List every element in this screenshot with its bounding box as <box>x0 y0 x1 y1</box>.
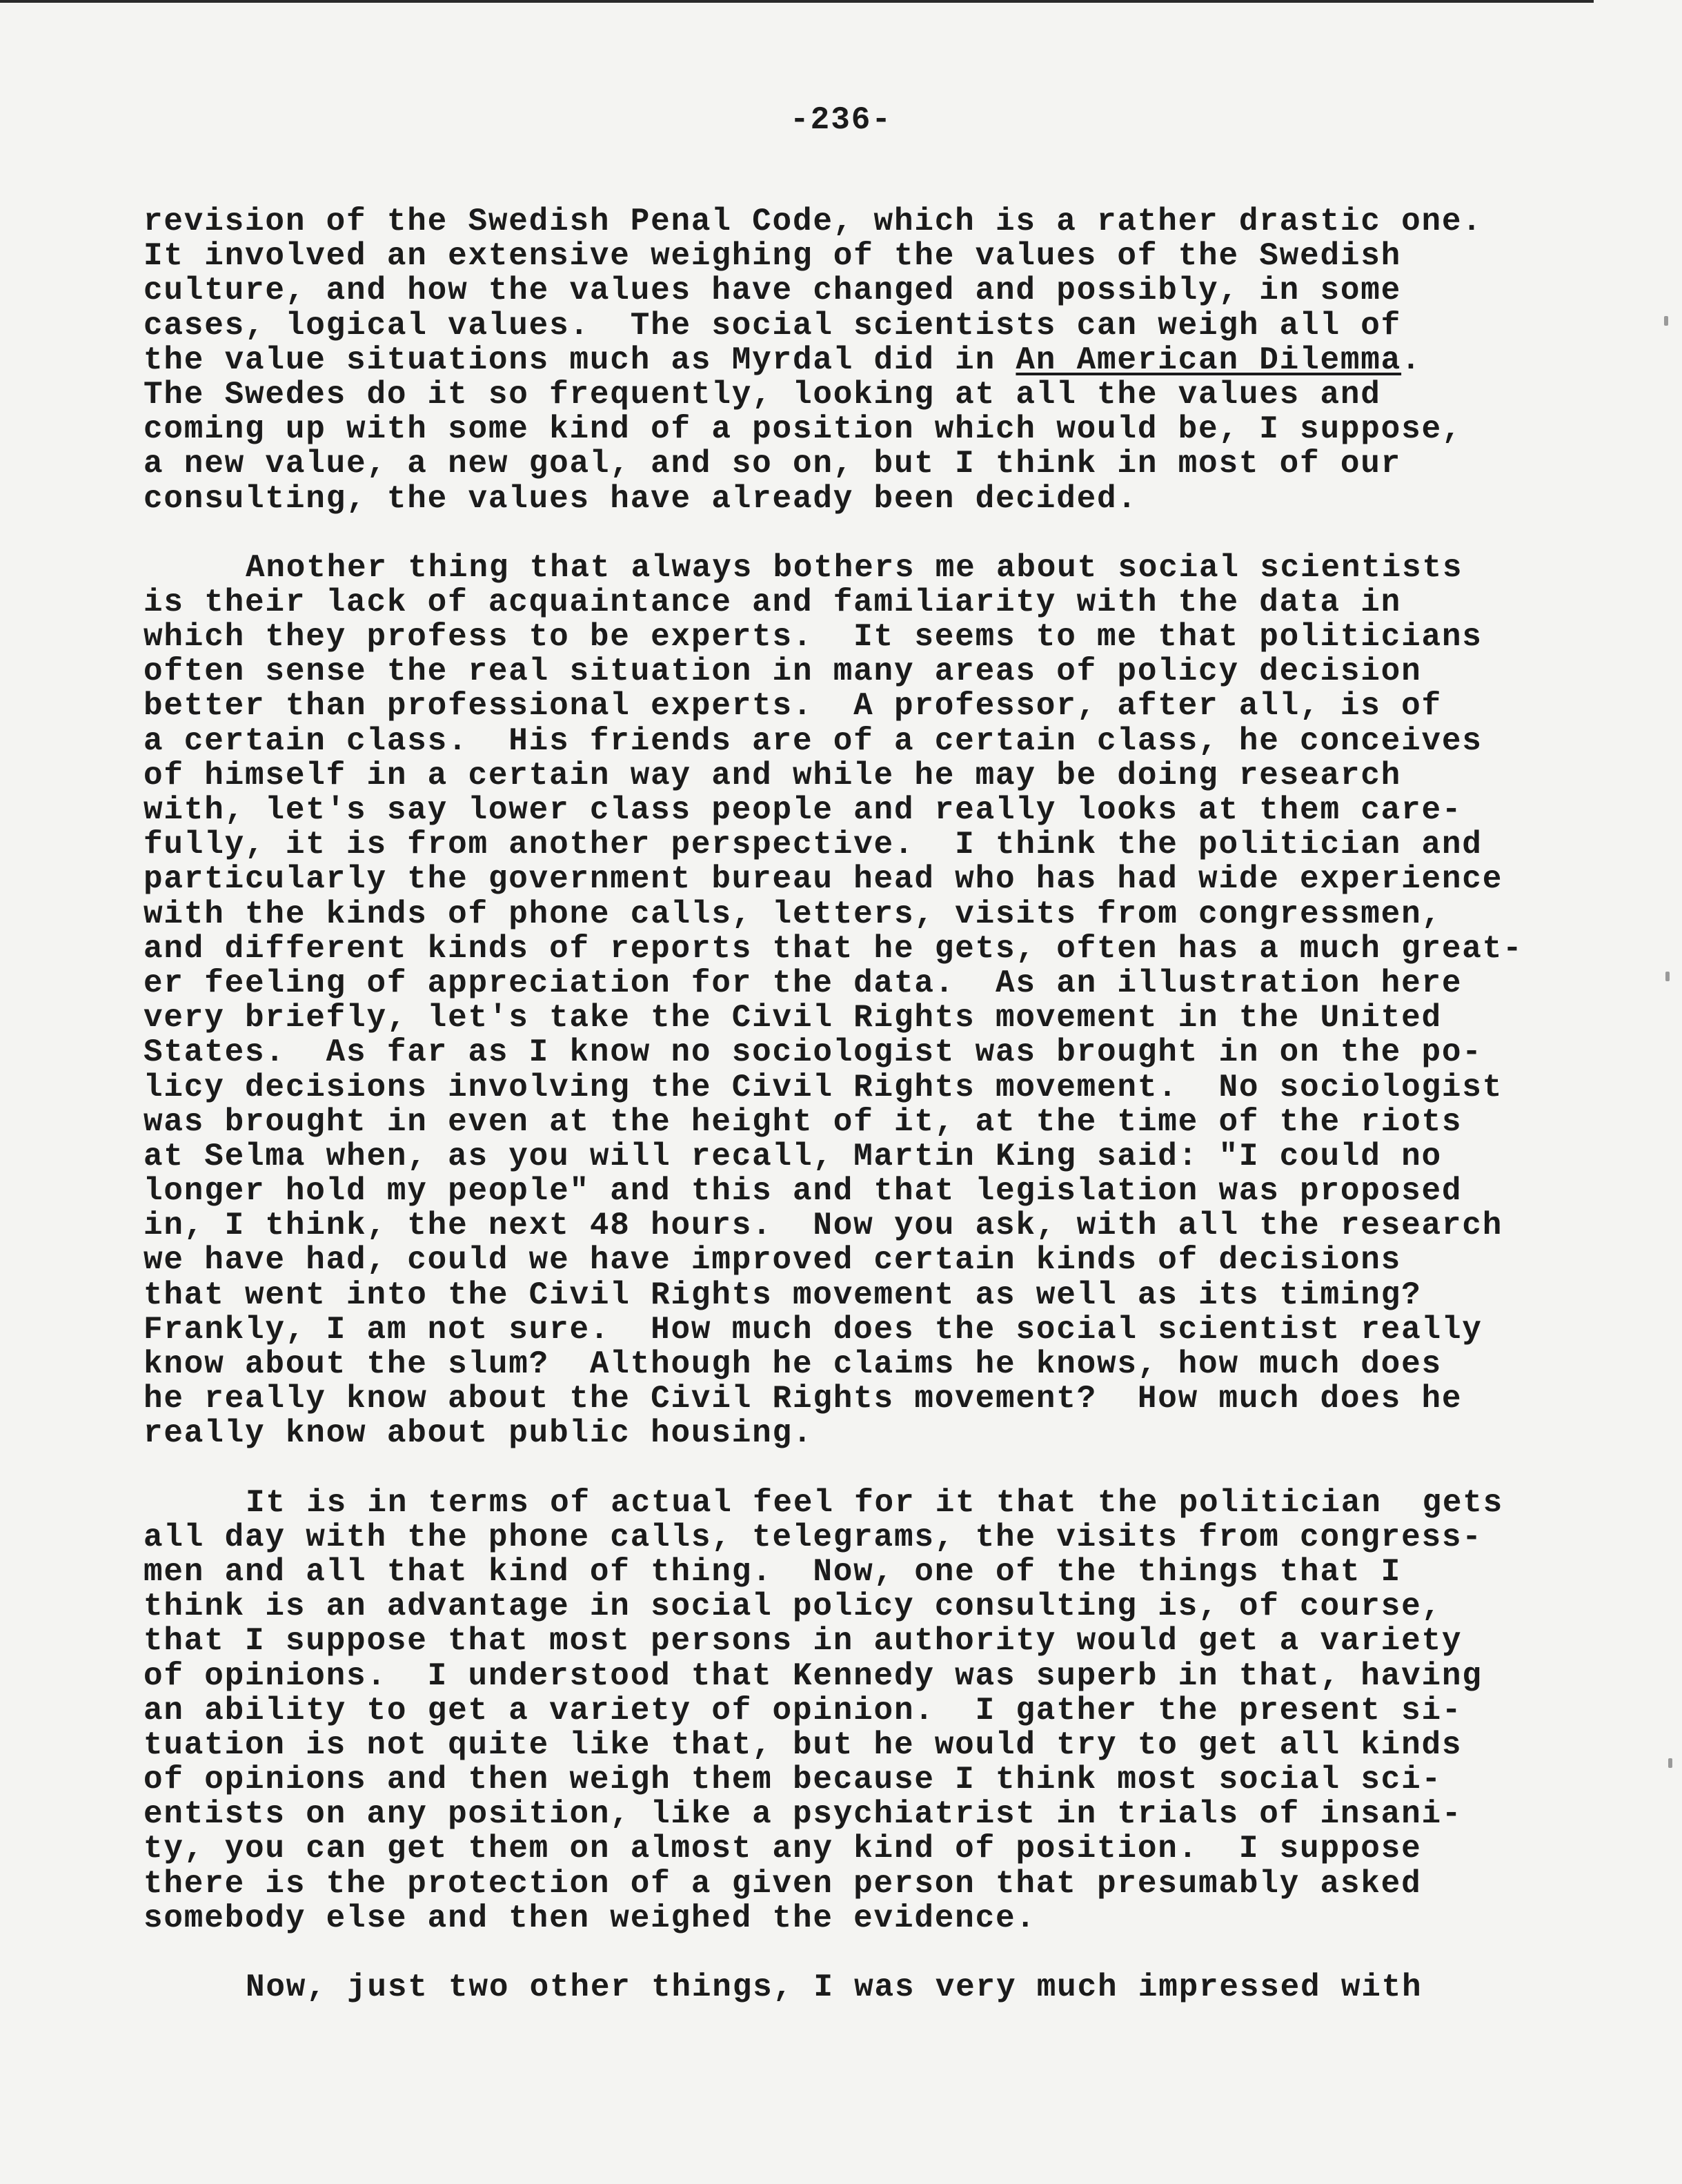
scan-artifact <box>1668 1758 1672 1768</box>
text-line: The Swedes do it so frequently, looking at all the values and <box>144 376 1381 413</box>
text-line: Another thing that always bothers me about social scientists <box>246 549 1463 586</box>
paragraph-3 <box>144 1486 1620 1936</box>
text-line: longer hold my people" and this and that legislation was proposed <box>144 1173 1463 1210</box>
text-line: coming up with some kind of a position which would be, I suppose, <box>144 411 1463 448</box>
text-line: with the kinds of phone calls, letters, visits from congressmen, <box>144 896 1442 932</box>
text-line: there is the protection of a given person that presumably asked <box>144 1865 1422 1902</box>
book-title: An American Dilemma <box>1016 342 1402 378</box>
text-line: a new value, a new goal, and so on, but I think in most of our <box>144 446 1402 482</box>
text-line: of himself in a certain way and while he may be doing research <box>144 757 1402 794</box>
paragraph-4 <box>144 1970 1620 2005</box>
text-line: he really know about the Civil Rights movement? How much does he <box>144 1381 1463 1417</box>
top-edge-rule <box>0 0 1594 3</box>
text-line: tuation is not quite like that, but he would try to get all kinds <box>144 1726 1463 1763</box>
text-line: we have had, could we have improved certain kinds of decisions <box>144 1242 1402 1279</box>
scan-artifact <box>1665 972 1670 981</box>
text-line: think is an advantage in social policy consulting is, of course, <box>144 1588 1442 1625</box>
text-line: at Selma when, as you will recall, Martin King said: "I could no <box>144 1138 1442 1174</box>
text-line: fully, it is from another perspective. I think the politician and <box>144 827 1483 863</box>
text-line: revision of the Swedish Penal Code, which is a rather drastic one. <box>144 204 1483 239</box>
text-line: It is in terms of actual feel for it that the politician gets <box>246 1484 1504 1521</box>
text-line: the value situations much as Myrdal did in An American Dilemma. <box>144 342 1422 378</box>
text-line: know about the slum? Although he claims he knows, how much does <box>144 1346 1442 1382</box>
text-line: with, let's say lower class people and really looks at them care- <box>144 792 1463 828</box>
text-line: that I suppose that most persons in authority would get a variety <box>144 1623 1463 1660</box>
text-line: of opinions and then weigh them because I think most social sci- <box>144 1762 1442 1798</box>
text-line: particularly the government bureau head who has had wide experience <box>144 861 1503 898</box>
text-line: is their lack of acquaintance and familiarity with the data in <box>144 584 1402 620</box>
text-line: licy decisions involving the Civil Rights movement. No sociologist <box>144 1069 1503 1105</box>
text-line: er feeling of appreciation for the data. As an illustration here <box>144 965 1463 1001</box>
text-line: somebody else and then weighed the evidence. <box>144 1900 1036 1936</box>
text-line: all day with the phone calls, telegrams, the visits from congress- <box>144 1519 1483 1555</box>
text-line: ty, you can get them on almost any kind of position. I suppose <box>144 1831 1422 1867</box>
text-line: States. As far as I know no sociologist was brought in on the po- <box>144 1034 1483 1071</box>
text-line: really know about public housing. <box>144 1415 813 1452</box>
text-line: better than professional experts. A professor, after all, is of <box>144 688 1442 725</box>
text-line: of opinions. I understood that Kennedy was superb in that, having <box>144 1657 1483 1694</box>
text-line: entists on any position, like a psychiatrist in trials of insani- <box>144 1796 1463 1833</box>
text-line: an ability to get a variety of opinion. I gather the present si- <box>144 1692 1463 1729</box>
document-body <box>144 204 1620 2039</box>
text-line: a certain class. His friends are of a certain class, he conceives <box>144 722 1483 759</box>
text-line: cases, logical values. The social scientists can weigh all of <box>144 307 1402 344</box>
scan-artifact <box>1664 316 1668 326</box>
text-line: very briefly, let's take the Civil Rights movement in the United <box>144 1000 1442 1036</box>
text-line: Frankly, I am not sure. How much does the social scientist really <box>144 1311 1483 1348</box>
text-line: often sense the real situation in many areas of policy decision <box>144 653 1422 690</box>
text-line: in, I think, the next 48 hours. Now you ask, with all the research <box>144 1208 1503 1244</box>
text-line: Now, just two other things, I was very much impressed with <box>246 1969 1423 2005</box>
paragraph-2 <box>144 551 1620 1451</box>
text-line: that went into the Civil Rights movement as well as its timing? <box>144 1277 1422 1313</box>
page-number: -236- <box>789 102 893 138</box>
text-line: was brought in even at the height of it, at the time of the riots <box>144 1103 1463 1140</box>
text-line: men and all that kind of thing. Now, one of the things that I <box>144 1553 1402 1590</box>
text-line: It involved an extensive weighing of the values of the Swedish <box>144 238 1402 275</box>
paragraph-1 <box>144 204 1620 516</box>
text-line: consulting, the values have already been decided. <box>144 480 1138 517</box>
text-line: culture, and how the values have changed and possibly, in some <box>144 273 1402 309</box>
text-line: and different kinds of reports that he gets, often has a much great- <box>144 930 1523 967</box>
text-line: which they profess to be experts. It seems to me that politicians <box>144 619 1483 656</box>
